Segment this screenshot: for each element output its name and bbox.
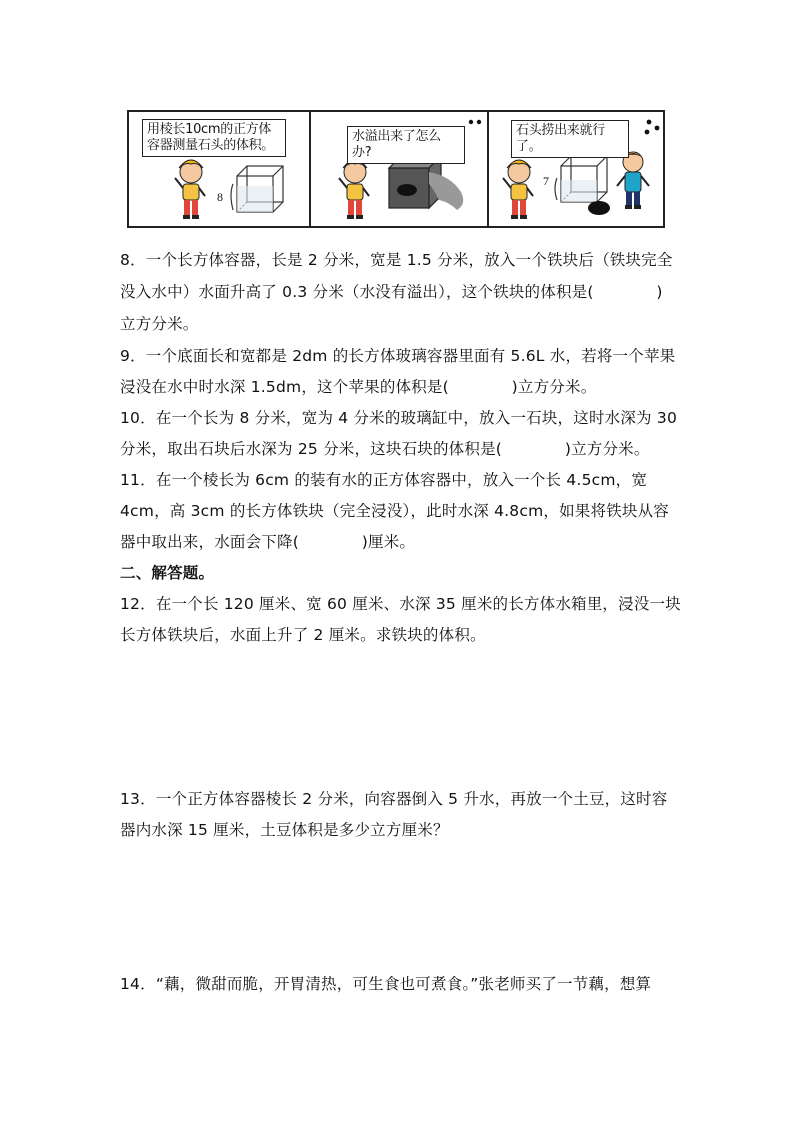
water-depth-label-7: 7 (543, 174, 549, 188)
boy-figure (175, 160, 205, 219)
question-9-line-2: 浸没在水中时水深 1.5dm，这个苹果的体积是( )立方分米。 (120, 378, 597, 396)
speech-bubble-2: 水溢出来了怎么办? (347, 126, 465, 164)
second-boy-figure (617, 152, 649, 209)
comic-panel-1 (129, 112, 309, 226)
overflowing-cube (389, 156, 463, 210)
question-11-line-2: 4cm，高 3cm 的长方体铁块（完全浸没），此时水深 4.8cm，如果将铁块从容 (120, 502, 669, 520)
question-13-line-1: 13．一个正方体容器棱长 2 分米，向容器倒入 5 升水，再放一个土豆，这时容 (120, 790, 668, 808)
question-12-line-1: 12．在一个长 120 厘米、宽 60 厘米、水深 35 厘米的长方体水箱里，浸没一块 (120, 595, 681, 613)
question-11-line-3: 器中取出来，水面会下降( )厘米。 (120, 533, 416, 551)
comic-panel-3 (487, 112, 663, 226)
comic-strip (127, 110, 665, 228)
question-8-line-1: 8．一个长方体容器，长是 2 分米，宽是 1.5 分米，放入一个铁块后（铁块完全 (120, 251, 673, 269)
question-8-line-3: 立方分米。 (120, 315, 199, 333)
speech-bubble-1: 用棱长10cm的正方体容器测量石头的体积。 (142, 119, 286, 157)
water-depth-label-8: 8 (217, 190, 223, 204)
question-11-line-1: 11．在一个棱长为 6cm 的装有水的正方体容器中，放入一个长 4.5cm，宽 (120, 471, 648, 489)
stone (588, 201, 610, 215)
speech-bubble-3: 石头捞出来就行了。 (511, 120, 629, 158)
comic-panel-2 (309, 112, 487, 226)
question-9-line-1: 9．一个底面长和宽都是 2dm 的长方体玻璃容器里面有 5.6L 水，若将一个苹果 (120, 347, 676, 365)
section-heading-answer-questions: 二、解答题。 (120, 564, 215, 582)
boy-figure (339, 160, 369, 219)
question-13-line-2: 器内水深 15 厘米，土豆体积是多少立方厘米？ (120, 821, 449, 839)
boy-figure (503, 160, 533, 219)
question-14-line-1: 14．“藕，微甜而脆，开胃清热，可生食也可煮食。”张老师买了一节藕，想算 (120, 975, 652, 993)
question-12-line-2: 长方体铁块后，水面上升了 2 厘米。求铁块的体积。 (120, 626, 486, 644)
question-8-line-2: 没入水中）水面升高了 0.3 分米（水没有溢出），这个铁块的体积是( ) (120, 283, 663, 301)
cube-container (555, 156, 607, 202)
question-10-line-2: 分米，取出石块后水深为 25 分米，这块石块的体积是( )立方分米。 (120, 440, 650, 458)
question-10-line-1: 10．在一个长为 8 分米，宽为 4 分米的玻璃缸中，放入一石块，这时水深为 30 (120, 409, 678, 427)
cube-container (231, 166, 283, 212)
